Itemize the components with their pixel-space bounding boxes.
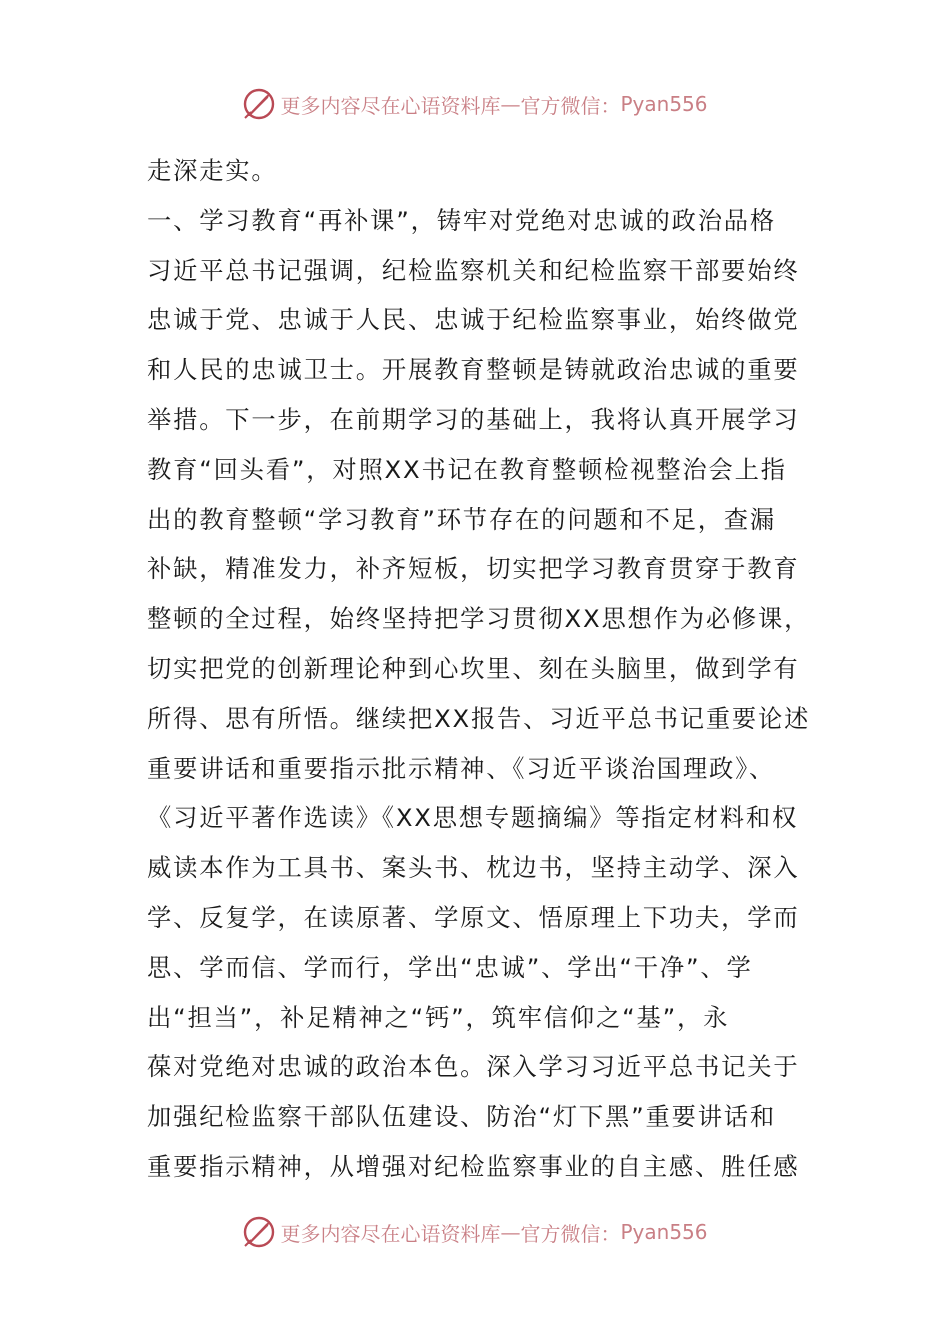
section-heading: 一、学习教育“再补课”，铸牢对党绝对忠诚的政治品格 — [147, 205, 777, 235]
watermark-official: 官方微信： — [520, 1221, 621, 1246]
body-line: 思、学而信、学而行，学出“忠诚”、学出“干净”、学 — [147, 952, 753, 982]
body-line: 重要讲话和重要指示批示精神、《习近平谈治国理政》、 — [147, 753, 776, 783]
body-line: 整顿的全过程，始终坚持把学习贯彻XX思想作为必修课， — [147, 604, 811, 634]
document-body — [147, 146, 811, 1192]
body-line: 出“担当”，补足精神之“钙”，筑牢信仰之“基”，永 — [147, 1002, 730, 1032]
body-line: 切实把党的创新理论种到心坎里、刻在头脑里，做到学有 — [147, 653, 800, 683]
body-line: 学、反复学，在读原著、学原文、悟原理上下功夫，学而 — [147, 902, 800, 932]
body-line: 出的教育整顿“学习教育”环节存在的问题和不足，查漏 — [147, 504, 777, 534]
body-line: 补缺，精准发力，补齐短板，切实把学习教育贯穿于教育 — [147, 554, 800, 584]
body-line: 教育“回头看”，对照XX书记在教育整顿检视整治会上指 — [147, 454, 787, 484]
body-line: 走深走实。 — [147, 156, 278, 185]
body-line: 加强纪检监察干部队伍建设、防治“灯下黑”重要讲话和 — [147, 1102, 777, 1132]
header-watermark — [0, 84, 950, 124]
watermark-account: Pyan556 — [620, 1220, 708, 1244]
watermark-account: Pyan556 — [620, 92, 708, 116]
footer-watermark — [0, 1212, 950, 1252]
watermark-official: 官方微信： — [520, 93, 621, 118]
quill-logo-icon — [242, 1215, 276, 1249]
watermark-main: 更多内容尽在心语资料库 — [280, 93, 501, 118]
body-line: 举措。下一步，在前期学习的基础上，我将认真开展学习 — [147, 404, 800, 434]
quill-logo-icon — [242, 87, 276, 121]
body-line: 《习近平著作选读》《XX思想专题摘编》等指定材料和权 — [147, 803, 799, 833]
body-line: 重要指示精神，从增强对纪检监察事业的自主感、胜任感 — [147, 1151, 800, 1181]
watermark-main: 更多内容尽在心语资料库 — [280, 1221, 501, 1246]
body-line: 忠诚于党、忠诚于人民、忠诚于纪检监察事业，始终做党 — [147, 305, 800, 335]
body-line: 习近平总书记强调，纪检监察机关和纪检监察干部要始终 — [147, 255, 800, 285]
watermark-dash: — — [500, 92, 521, 116]
watermark-dash: — — [500, 1220, 521, 1244]
body-line: 所得、思有所悟。继续把XX报告、习近平总书记重要论述 — [147, 703, 811, 733]
body-line: 威读本作为工具书、案头书、枕边书，坚持主动学、深入 — [147, 853, 800, 883]
body-line: 葆对党绝对忠诚的政治本色。深入学习习近平总书记关于 — [147, 1052, 800, 1082]
body-line: 和人民的忠诚卫士。开展教育整顿是铸就政治忠诚的重要 — [147, 355, 800, 385]
